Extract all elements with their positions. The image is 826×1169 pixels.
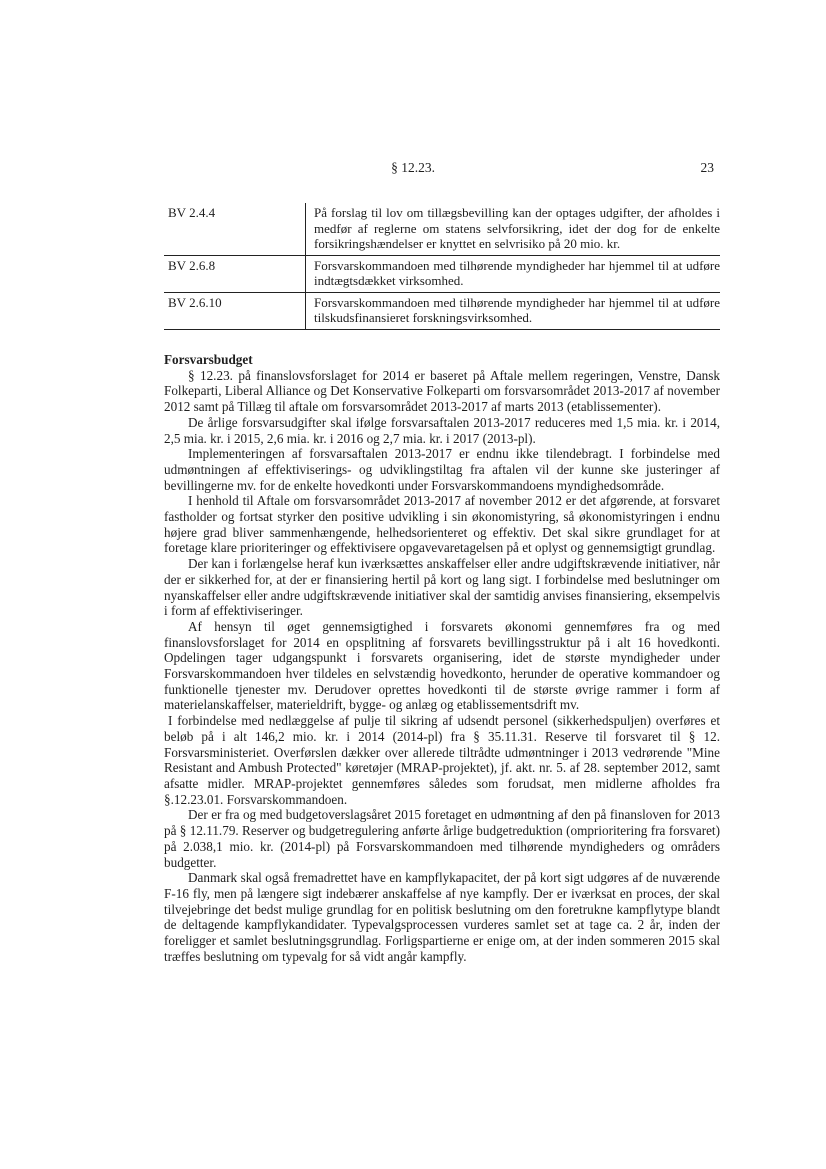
section-title: Forsvarsbudget [164, 352, 253, 367]
paragraph: Af hensyn til øget gennemsigtighed i forsvarets økonomi gennemføres fra og med finanslovsforslaget for 2014 en opsplitning af forsvarets bevillingsstruktur på i alt 16 hovedkonti. Opdelingen tager udgangspunkt i forsvarets organisering, idet de største myndigheder under Forsvarskommandoen hver tildeles en selvstændig hovedkonto, herunder de operative kommandoer og funktionelle tjenester mv. Derudover oprettes hovedkonti til de største øvrige rammer i form af materielanskaffelser, materieldrift, bygge- og anlæg og etablissementsdrift mv. [164, 618, 720, 713]
paragraph: Danmark skal også fremadrettet have en kampflykapacitet, der på kort sigt udgøres af de nuværende F-16 fly, men på længere sigt indebærer anskaffelse af nye kampfly. Der er iværksat en proces, der skal tilvejebringe det bedst mulige grundlag for en politisk beslutning om den foretrukne kampflytype blandt de deltagende kampflykandidater. Typevalgsprocessen vurderes samlet set at tage ca. 2 år, inden der foreligger et samlet beslutningsgrundlag. Forligspartierne er enige om, at der inden sommeren 2015 skal træffes beslutning om typevalg for så vidt angår kampfly. [164, 870, 720, 964]
bv-table [164, 203, 720, 330]
paragraph: Implementeringen af forsvarsaftalen 2013-2017 er endnu ikke tilendebragt. I forbindelse med udmøntningen af effektiviserings- og udviklingstiltag fra aftalen vil der kunne ske justeringer af bevillingerne mv. for de enkelte hovedkonti under Forsvarskommandoens myndighedsområde. [164, 446, 720, 493]
bv-code: BV 2.6.10 [164, 292, 306, 329]
bv-description: Forsvarskommandoen med tilhørende myndigheder har hjemmel til at udføre indtægtsdækket virksomhed. [306, 255, 721, 292]
table-row [164, 255, 720, 292]
paragraph: I forbindelse med nedlæggelse af pulje til sikring af udsendt personel (sikkerhedspuljen) overføres et beløb på i alt 146,2 mio. kr. i 2014 (2014-pl) fra § 35.11.31. Reserve til forsvaret til § 12. Forsvarsministeriet. Overførslen dækker over allerede tiltrådte udmøntninger i 2013 vedrørende "Mine Resistant and Ambush Protected" køretøjer (MRAP-projektet), jf. akt. nr. 5. af 28. september 2012, samt afsatte midler. MRAP-projektet gennemføres således som forudsat, men midlerne afholdes fra §.12.23.01. Forsvarskommandoen. [164, 713, 720, 807]
table-row [164, 292, 720, 329]
bv-description: På forslag til lov om tillægsbevilling kan der optages udgifter, der afholdes i medfør af reglerne om statens selvforsikring, idet der dog for de enkelte forsikringshændelser er knyttet en selvrisiko på 20 mio. kr. [306, 203, 721, 255]
paragraph: § 12.23. på finanslovsforslaget for 2014 er baseret på Aftale mellem regeringen, Venstre, Dansk Folkeparti, Liberal Alliance og Det Konservative Folkeparti om forsvarsområdet 2013-2017 af november 2012 samt på Tillæg til aftale om forsvarsområdet 2013-2017 af marts 2013 (etablissementer). [164, 367, 720, 415]
paragraph: Der er fra og med budgetoverslagsåret 2015 foretaget en udmøntning af den på finansloven for 2013 på § 12.11.79. Reserver og budgetregulering anførte årlige budgetreduktion (omprioritering fra forsvaret) på 2.038,1 mio. kr. (2014-pl) på Forsvarskommandoen med tilhørende myndigheders og områders budgetter. [164, 807, 720, 870]
bv-code: BV 2.4.4 [168, 205, 216, 220]
table-row [164, 203, 720, 255]
paragraph: De årlige forsvarsudgifter skal ifølge forsvarsaftalen 2013-2017 reduceres med 1,5 mia. kr. i 2014, 2,5 mia. kr. i 2015, 2,6 mia. kr. i 2016 og 2,7 mia. kr. i 2017 (2013-pl). [164, 414, 720, 446]
bv-code: BV 2.6.8 [164, 255, 306, 292]
section-header: § 12.23. [391, 160, 435, 175]
page-number: 23 [700, 160, 714, 175]
bv-description: Forsvarskommandoen med tilhørende myndigheder har hjemmel til at udføre tilskudsfinansieret forskningsvirksomhed. [306, 292, 721, 329]
paragraph: I henhold til Aftale om forsvarsområdet 2013-2017 af november 2012 er det afgørende, at forsvaret fastholder og fortsat styrker den positive udvikling i sin økonomistyring, så økonomistyringen i endnu højere grad bliver sammenhængende, helhedsorienteret og effektiv. Det skal sikre grundlaget for at foretage klare prioriteringer og effektivisere opgavevaretagelsen på et oplyst og gennemsigtigt grundlag. [164, 493, 720, 556]
body-text [164, 352, 720, 964]
paragraph: Der kan i forlængelse heraf kun iværksættes anskaffelser eller andre udgiftskrævende initiativer, når der er sikkerhed for, at der er finansiering hertil på kort og lang sigt. I forbindelse med beslutninger om nyanskaffelser eller andre udgiftskrævende initiativer skal der samtidig anvises finansiering, eksempelvis i form af effektiviseringer. [164, 556, 720, 619]
